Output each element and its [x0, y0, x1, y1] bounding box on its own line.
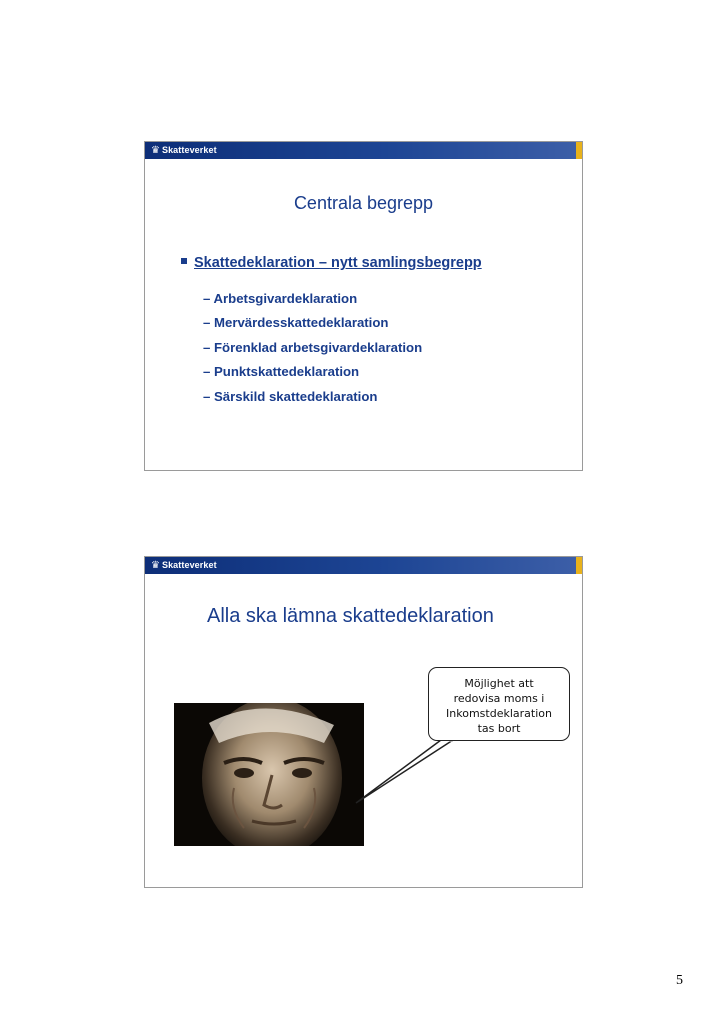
sub-item: – Punktskattedeklaration — [203, 364, 360, 379]
slide-centrala-begrepp — [144, 141, 583, 471]
header-accent-stripe — [576, 557, 582, 574]
main-bullet-text: Skattedeklaration – nytt samlingsbegrepp — [194, 255, 482, 271]
crown-icon: ♛ — [151, 559, 160, 571]
speech-bubble-text: Möjlighet att redovisa moms i Inkomstdeklaration tas bort — [446, 677, 552, 735]
slide-title: Centrala begrepp — [293, 193, 434, 213]
sub-item: – Mervärdesskattedeklaration — [203, 315, 389, 330]
sub-item: – Förenklad arbetsgivardeklaration — [203, 340, 423, 355]
slide-alla-ska-lamna — [144, 556, 583, 888]
main-bullet — [181, 255, 482, 271]
portrait-photo — [174, 703, 364, 846]
slide-header-bar — [145, 142, 582, 159]
slide-header-bar — [145, 557, 582, 574]
header-accent-stripe — [576, 142, 582, 159]
skatteverket-logo: ♛ Skatteverket — [151, 559, 217, 571]
crown-icon: ♛ — [151, 144, 160, 156]
sub-item: – Arbetsgivardeklaration — [203, 291, 358, 306]
speech-bubble — [428, 667, 570, 741]
skatteverket-logo: ♛ Skatteverket — [151, 144, 217, 156]
square-bullet-icon — [181, 258, 187, 264]
slide-title: Alla ska lämna skattedeklaration — [207, 605, 494, 627]
page-number: 5 — [676, 973, 683, 988]
sub-item: – Särskild skattedeklaration — [203, 389, 378, 404]
